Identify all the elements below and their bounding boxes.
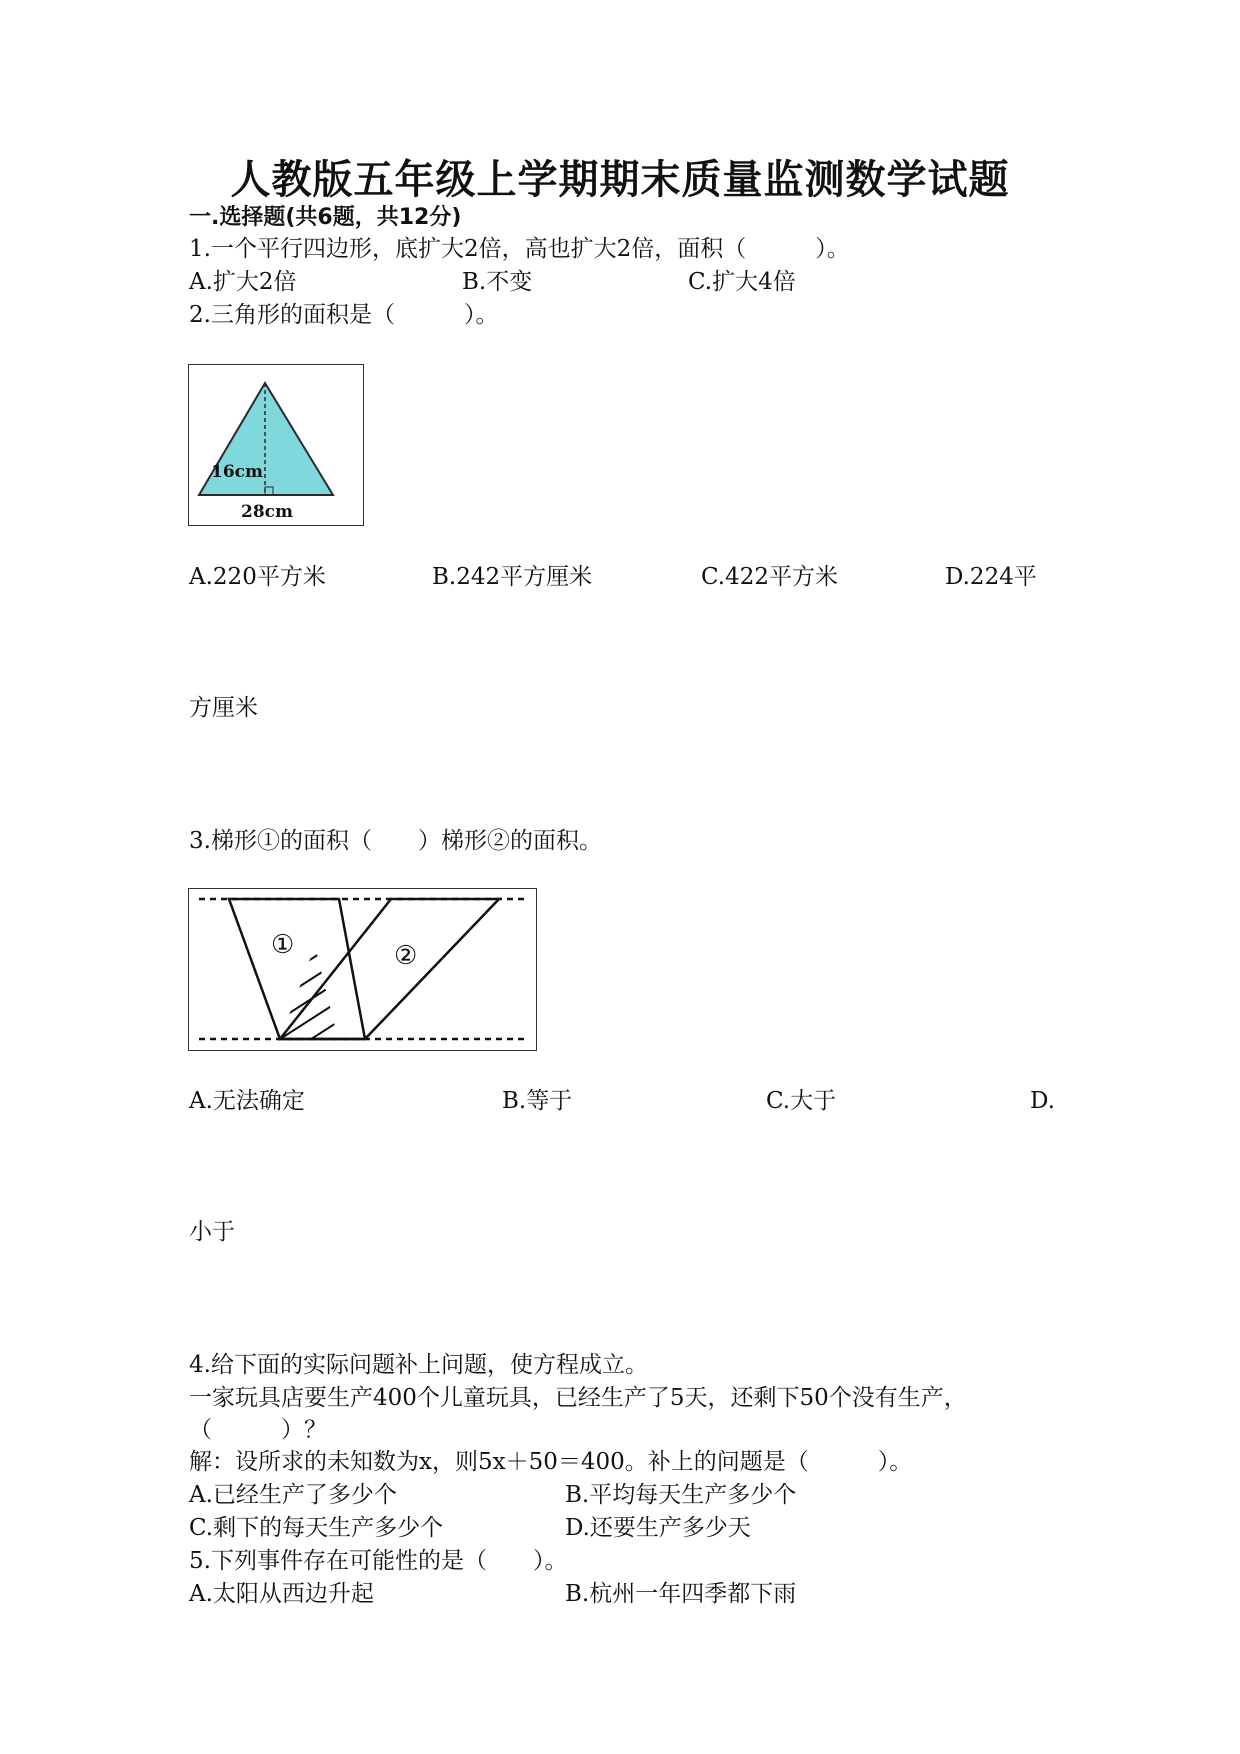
question-4-option-c[interactable]: C.剩下的每天生产多少个 (189, 1515, 444, 1541)
question-3-option-c[interactable]: C.大于 (766, 1088, 837, 1114)
base-label: 28cm (241, 502, 293, 522)
question-2-option-d[interactable]: D.224平 (945, 564, 1037, 590)
question-3-option-d-continued: 小于 (189, 1219, 235, 1245)
question-2-option-d-continued: 方厘米 (189, 695, 258, 721)
question-1-option-b[interactable]: B.不变 (462, 269, 533, 295)
question-5-stem: 5.下列事件存在可能性的是（ ）。 (189, 1548, 568, 1574)
question-4-text-line: 一家玩具店要生产400个儿童玩具，已经生产了5天，还剩下50个没有生产， (189, 1385, 967, 1411)
trapezoid-figure (188, 888, 537, 1051)
question-1-option-c[interactable]: C.扩大4倍 (688, 269, 796, 295)
overlap-hatching (249, 889, 389, 1050)
question-3-option-d[interactable]: D. (1030, 1088, 1055, 1114)
question-3-stem: 3.梯形①的面积（ ）梯形②的面积。 (189, 828, 602, 854)
page-title: 人教版五年级上学期期末质量监测数学试题 (230, 156, 1010, 203)
trapezoid-diagram (189, 889, 536, 1050)
question-3-option-a[interactable]: A.无法确定 (189, 1088, 305, 1114)
question-4-option-b[interactable]: B.平均每天生产多少个 (565, 1482, 797, 1508)
question-4-option-d[interactable]: D.还要生产多少天 (565, 1515, 751, 1541)
question-1-option-a[interactable]: A.扩大2倍 (189, 269, 297, 295)
question-2-option-c[interactable]: C.422平方米 (701, 564, 838, 590)
question-4-solution-line: 解：设所求的未知数为x，则5x＋50＝400。补上的问题是（ ）。 (189, 1449, 913, 1475)
triangle-diagram (189, 365, 363, 525)
section-heading: 一.选择题(共6题，共12分) (189, 205, 462, 230)
question-5-option-a[interactable]: A.太阳从西边升起 (189, 1581, 374, 1607)
question-4-blank-line: （ ）？ (189, 1417, 327, 1443)
question-2-option-a[interactable]: A.220平方米 (189, 564, 326, 590)
height-label: 16cm (211, 462, 263, 482)
question-2-option-b[interactable]: B.242平方厘米 (432, 564, 593, 590)
question-3-option-b[interactable]: B.等于 (502, 1088, 573, 1114)
question-4-stem: 4.给下面的实际问题补上问题，使方程成立。 (189, 1352, 648, 1378)
trapezoid-2-label: ② (394, 941, 418, 971)
triangle-figure (188, 364, 364, 526)
question-1-stem: 1.一个平行四边形，底扩大2倍，高也扩大2倍，面积（ ）。 (189, 236, 850, 262)
question-2-stem: 2.三角形的面积是（ ）。 (189, 302, 499, 328)
question-4-option-a[interactable]: A.已经生产了多少个 (189, 1482, 397, 1508)
question-5-option-b[interactable]: B.杭州一年四季都下雨 (565, 1581, 797, 1607)
trapezoid-1-label: ① (271, 930, 295, 960)
